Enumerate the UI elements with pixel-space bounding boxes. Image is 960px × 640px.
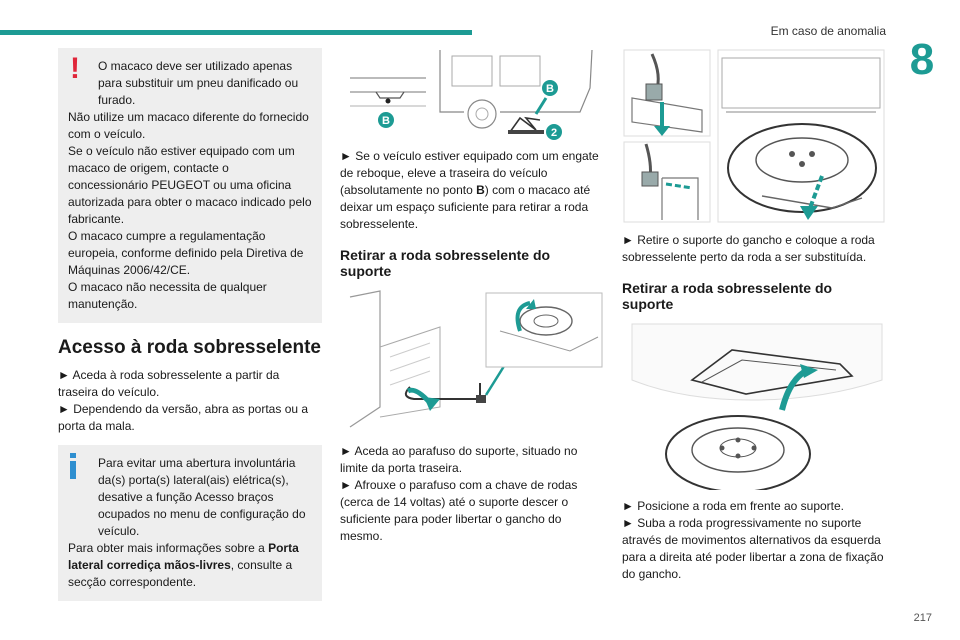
heading-spare-access: Acesso à roda sobresselente <box>58 337 321 358</box>
chapter-number: 8 <box>909 35 935 84</box>
warning-line: O macaco cumpre a regulamentação europeia, conforme definido pela Diretiva de Máquinas 2006/42/CE. <box>68 229 304 277</box>
step: ► Aceda ao parafuso do suporte, situado no limite da porta traseira. <box>340 444 578 475</box>
column-right <box>622 48 886 583</box>
step: ► Afrouxe o parafuso com a chave de rodas (cerca de 14 voltas) até o suporte descer o suficiente para poder libertar o gancho do mesmo. <box>340 478 578 543</box>
step: ► Suba a roda progressivamente no suporte através de movimentos alternativos da esquerda para a direita até poder libertar a zona de fixação do gancho. <box>622 516 884 581</box>
info-more <box>68 540 312 591</box>
warning-line: O macaco não necessita de qualquer manutenção. <box>68 280 267 311</box>
hook-inset-top <box>624 50 710 136</box>
top-accent-bar <box>0 30 472 35</box>
info-more-bold: Porta lateral corrediça mãos-livres <box>68 541 299 572</box>
section-title: Em caso de anomalia <box>770 24 886 38</box>
exclamation-icon: ! <box>70 52 80 85</box>
warning-line: Não utilize um macaco diferente do fornecido com o veículo. <box>68 110 309 141</box>
column-left <box>58 48 322 601</box>
label-b: B <box>382 115 390 127</box>
step-jack-suffix: ) com o macaco até deixar um espaço suficiente para retirar a roda sobresselente. <box>340 183 591 231</box>
label-2: 2 <box>550 127 558 139</box>
info-box <box>58 445 322 601</box>
info-more-suffix: , consulte a secção correspondente. <box>68 558 293 589</box>
column-middle <box>340 48 604 545</box>
info-lead: Para evitar uma abertura involuntária da(s) porta(s) lateral(ais) elétrica(s), desative a função Acesso braços ocupados no menu de configuração do veículo. <box>98 456 306 538</box>
hook-release-illustration <box>622 48 886 224</box>
step-hook: ► Retire o suporte do gancho e coloque a roda sobresselente perto da roda a ser substituída. <box>622 233 875 264</box>
step-jack-bold: B <box>476 183 485 197</box>
step: ► Aceda à roda sobresselente a partir da traseira do veículo. <box>58 368 280 399</box>
warning-line: Se o veículo não estiver equipado com um macaco de origem, contacte o concessionário PEUGEOT ou uma oficina autorizada para obter o macaco indicado pelo fabricante. <box>68 144 312 226</box>
warning-lead: O macaco deve ser utilizado apenas para substituir um pneu danificado ou furado. <box>98 59 299 107</box>
tow-point-inset <box>350 78 426 128</box>
step: ► Dependendo da versão, abra as portas ou a porta da mala. <box>58 402 309 433</box>
heading-remove-from-support-2: Retirar a roda sobresselente do suporte <box>622 280 833 312</box>
spare-wheel-under-vehicle <box>718 50 884 222</box>
warning-box <box>58 48 322 323</box>
step-jack-prefix: ► Se o veículo estiver equipado com um engate de reboque, eleve a traseira do veículo (absolutamente no ponto <box>340 149 599 197</box>
info-icon <box>70 453 76 479</box>
hook-inset-bottom <box>624 142 710 222</box>
info-more-prefix: Para obter mais informações sobre a <box>68 541 269 555</box>
heading-remove-from-support: Retirar a roda sobresselente do suporte <box>340 247 551 279</box>
step-jack <box>340 148 604 233</box>
page-number: 217 <box>913 612 932 624</box>
support-bolt-illustration <box>340 287 604 435</box>
vehicle-rear <box>440 50 592 140</box>
label-b-large: B <box>546 83 554 95</box>
jack-illustration <box>340 48 604 140</box>
wheel-on-support-illustration <box>622 320 886 490</box>
step: ► Posicione a roda em frente ao suporte. <box>622 499 844 513</box>
